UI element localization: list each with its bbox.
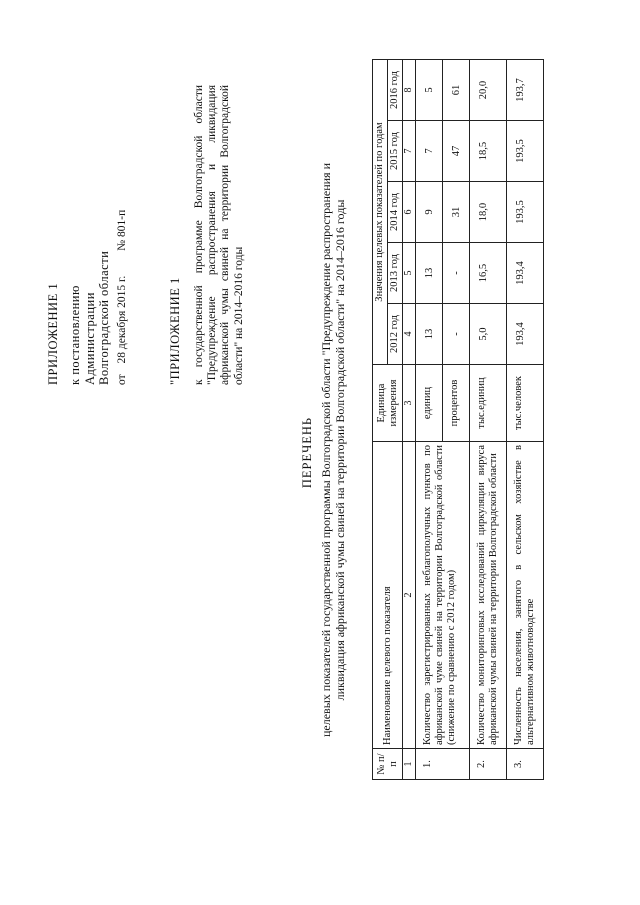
header-indicator-name: Наименование целевого показателя <box>373 442 403 749</box>
indicators-table-wrapper <box>372 59 544 780</box>
row-number: 1. <box>415 749 469 780</box>
column-index: 2 <box>403 442 416 749</box>
header-unit: Единица измерения <box>373 365 403 442</box>
indicator-unit: единиц <box>415 365 442 442</box>
value-2014: 9 <box>415 182 442 243</box>
value-2014: 18,0 <box>469 182 506 243</box>
header-year-2016: 2016 год <box>388 60 403 121</box>
document-title: ПЕРЕЧЕНЬ <box>300 416 314 489</box>
appendix-1-header <box>46 251 112 385</box>
value-2012: - <box>442 304 469 365</box>
column-index: 4 <box>403 304 416 365</box>
indicator-name: Количество зарегистрированных неблагополучных пунктов по африканской чуме свиней на территории Волгоградской области (снижение по сравнению с 2012 годом) <box>415 442 469 749</box>
column-index: 1 <box>403 749 416 780</box>
row-number: 2. <box>469 749 506 780</box>
value-2012: 5,0 <box>469 304 506 365</box>
row-number: 3. <box>506 749 543 780</box>
header-year-2013: 2013 год <box>388 243 403 304</box>
value-2014: 193,5 <box>506 182 543 243</box>
value-2016: 20,0 <box>469 60 506 121</box>
value-2012: 193,4 <box>506 304 543 365</box>
header-values-group: Значения целевых показателей по годам <box>373 60 388 365</box>
column-index: 5 <box>403 243 416 304</box>
value-2016: 61 <box>442 60 469 121</box>
value-2013: - <box>442 243 469 304</box>
indicator-name: Количество мониторинговых исследований циркуляции вируса африканской чумы свиней на территории Волгоградской области <box>469 442 506 749</box>
column-index: 7 <box>403 121 416 182</box>
appendix-1-line-1: к постановлению <box>68 285 83 385</box>
appendix-1-title: ПРИЛОЖЕНИЕ 1 <box>46 282 60 385</box>
indicators-table <box>372 59 544 780</box>
value-2015: 47 <box>442 121 469 182</box>
column-index: 3 <box>403 365 416 442</box>
table-row <box>415 60 442 780</box>
value-2013: 13 <box>415 243 442 304</box>
column-index: 8 <box>403 60 416 121</box>
value-2016: 5 <box>415 60 442 121</box>
appendix-2-description: к государственной программе Волгоградской области "Предупреждение распространения и ликвидация африканской чумы свиней на территории Волгоградской области" на 2014–2016 годы <box>193 85 245 385</box>
indicator-unit: тыс.человек <box>506 365 543 442</box>
value-2016: 193,7 <box>506 60 543 121</box>
decree-number: № 801-п <box>116 209 128 251</box>
appendix-1-line-2: Администрации <box>82 292 97 385</box>
value-2013: 193,4 <box>506 243 543 304</box>
table-header-row <box>373 60 388 780</box>
table-row <box>506 60 543 780</box>
table-row <box>469 60 506 780</box>
header-year-2012: 2012 год <box>388 304 403 365</box>
value-2013: 16,5 <box>469 243 506 304</box>
date-prefix: от <box>116 374 128 385</box>
value-2015: 18,5 <box>469 121 506 182</box>
decree-date-number <box>116 210 129 385</box>
column-index: 6 <box>403 182 416 243</box>
column-index-row <box>403 60 416 780</box>
header-number: № п/п <box>373 749 403 780</box>
value-2015: 7 <box>415 121 442 182</box>
decree-date: 28 декабря 2015 г. <box>116 275 128 364</box>
document-subtitle: целевых показателей государственной программы Волгоградской области "Предупреждение распространения и ликвидация африканской чумы свиней на территории Волгоградской области" на 2014–2016 годы <box>319 163 347 738</box>
appendix-2-title: "ПРИЛОЖЕНИЕ 1 <box>168 277 182 385</box>
appendix-1-line-3: Волгоградской области <box>97 250 112 385</box>
value-2012: 13 <box>415 304 442 365</box>
header-year-2015: 2015 год <box>388 121 403 182</box>
header-year-2014: 2014 год <box>388 182 403 243</box>
indicator-unit: процентов <box>442 365 469 442</box>
indicator-name: Численность населения, занятого в сельском хозяйстве в альтернативном животноводстве <box>506 442 543 749</box>
value-2014: 31 <box>442 182 469 243</box>
indicator-unit: тыс.единиц <box>469 365 506 442</box>
value-2015: 193,5 <box>506 121 543 182</box>
